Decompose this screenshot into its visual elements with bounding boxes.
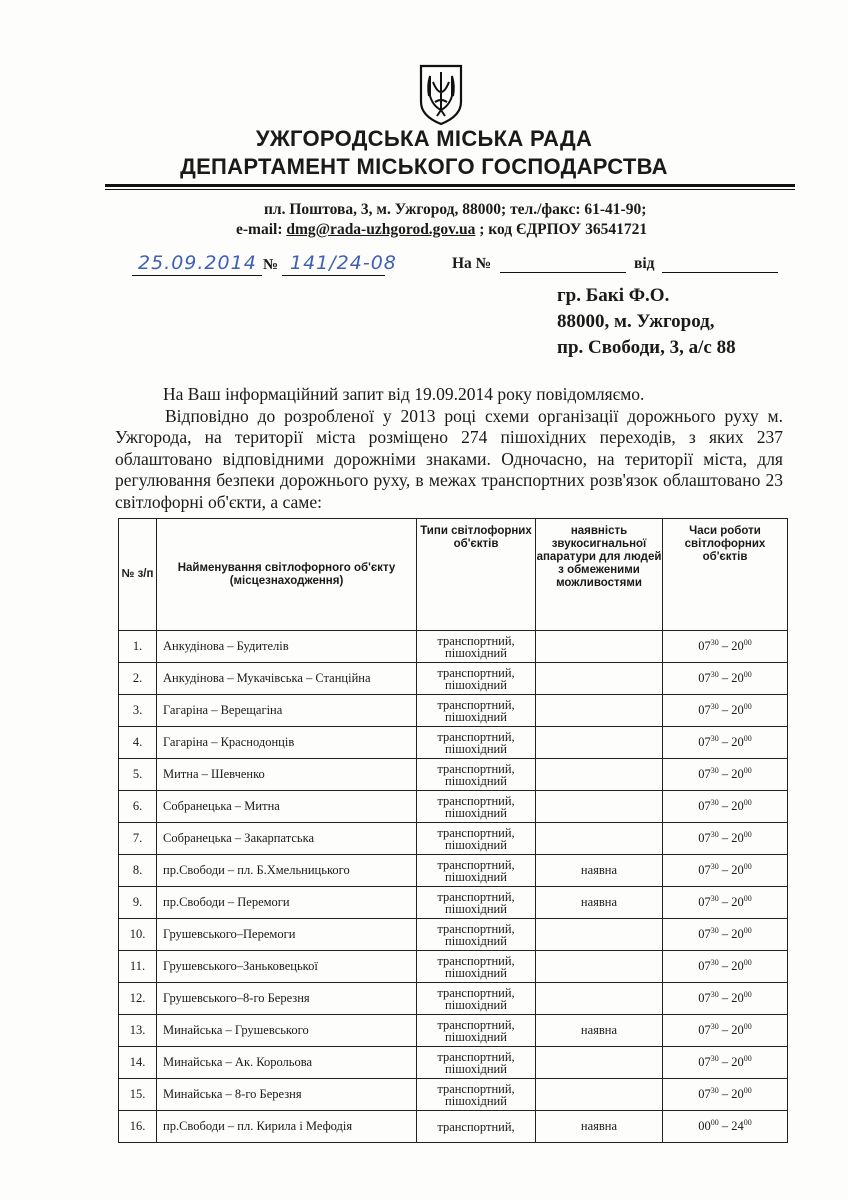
time-start-minutes: 30 xyxy=(710,734,719,744)
time-end-minutes: 00 xyxy=(743,1086,752,1096)
row-working-hours: $07^{30} - 20^{00}$ xyxy=(663,951,788,983)
row-type: транспортний, пішохідний xyxy=(417,855,536,887)
row-location: пр.Свободи – пл. Кирила і Мефодія xyxy=(157,1111,417,1143)
row-number: 1. xyxy=(119,631,157,663)
row-number: 6. xyxy=(119,791,157,823)
row-type: транспортний, пішохідний xyxy=(417,759,536,791)
table-row xyxy=(119,727,788,759)
row-type: транспортний, пішохідний xyxy=(417,983,536,1015)
time-start-minutes: 30 xyxy=(710,638,719,648)
row-number: 14. xyxy=(119,1047,157,1079)
row-location: Митна – Шевченко xyxy=(157,759,417,791)
row-location: Минайська – Грушевського xyxy=(157,1015,417,1047)
time-start-minutes: 30 xyxy=(710,894,719,904)
table-row xyxy=(119,759,788,791)
row-working-hours: $07^{30} - 20^{00}$ xyxy=(663,983,788,1015)
time-start-hour: 07 xyxy=(698,927,711,942)
time-end-hour: 20 xyxy=(731,671,744,686)
department-name: ДЕПАРТАМЕНТ МІСЬКОГО ГОСПОДАРСТВА xyxy=(180,154,668,179)
time-start-hour: 07 xyxy=(698,895,711,910)
row-type: транспортний, пішохідний xyxy=(417,1079,536,1111)
body-paragraph-1: На Ваш інформаційний запит від 19.09.2014 року повідомляємо. xyxy=(163,384,645,404)
time-start-hour: 07 xyxy=(698,735,711,750)
time-start-minutes: 30 xyxy=(710,1086,719,1096)
row-sound-equipment xyxy=(536,1079,663,1111)
time-end-hour: 20 xyxy=(731,639,744,654)
time-end-hour: 20 xyxy=(731,895,744,910)
row-sound-equipment xyxy=(536,951,663,983)
time-start-minutes: 30 xyxy=(710,990,719,1000)
row-sound-equipment xyxy=(536,759,663,791)
row-type: транспортний, пішохідний xyxy=(417,951,536,983)
trident-coat-of-arms-icon xyxy=(417,62,465,126)
registration-number-label: № xyxy=(263,257,279,273)
row-number: 8. xyxy=(119,855,157,887)
time-end-minutes: 00 xyxy=(743,638,752,648)
time-start-hour: 07 xyxy=(698,831,711,846)
row-working-hours: $07^{30} - 20^{00}$ xyxy=(663,759,788,791)
body-paragraph-2: Відповідно до розробленої у 2013 році схеми організації дорожнього руху м. Ужгорода, на території міста розміщено 274 пішохідних переходів, з яких 237 облаштовано відповідними дорожніми знаками. Одночасно, на території міста, для регулювання безпеки дорожнього руху, в межах транспортних розв'язок облаштовано 23 світлофорні об'єкти, а саме: xyxy=(115,405,783,512)
row-location: Грушевського–8-го Березня xyxy=(157,983,417,1015)
table-row xyxy=(119,1047,788,1079)
time-start-minutes: 30 xyxy=(710,798,719,808)
time-end-hour: 20 xyxy=(731,799,744,814)
time-end-minutes: 00 xyxy=(743,734,752,744)
time-end-minutes: 00 xyxy=(743,1022,752,1032)
time-start-minutes: 30 xyxy=(710,702,719,712)
row-type: транспортний, пішохідний xyxy=(417,823,536,855)
traffic-lights-table xyxy=(118,518,788,1143)
row-working-hours: $07^{30} - 20^{00}$ xyxy=(663,1079,788,1111)
table-row xyxy=(119,663,788,695)
row-sound-equipment: наявна xyxy=(536,887,663,919)
row-number: 2. xyxy=(119,663,157,695)
row-type: транспортний, пішохідний xyxy=(417,727,536,759)
row-sound-equipment xyxy=(536,983,663,1015)
table-row xyxy=(119,823,788,855)
time-start-hour: 07 xyxy=(698,959,711,974)
row-working-hours: $07^{30} - 20^{00}$ xyxy=(663,631,788,663)
time-start-hour: 07 xyxy=(698,639,711,654)
time-start-hour: 07 xyxy=(698,991,711,1006)
header-name: Найменування світлофорного об'єкту (місцезнаходження) xyxy=(157,519,417,631)
time-end-hour: 24 xyxy=(731,1119,744,1134)
row-number: 15. xyxy=(119,1079,157,1111)
time-start-minutes: 30 xyxy=(710,830,719,840)
row-working-hours: $07^{30} - 20^{00}$ xyxy=(663,695,788,727)
reply-of-blank xyxy=(662,272,778,273)
row-working-hours: $07^{30} - 20^{00}$ xyxy=(663,791,788,823)
time-end-hour: 20 xyxy=(731,703,744,718)
handwritten-registration-number: 141/24-08 xyxy=(290,252,397,274)
reply-of-label: від xyxy=(634,255,655,272)
time-end-minutes: 00 xyxy=(743,702,752,712)
time-end-minutes: 00 xyxy=(743,1054,752,1064)
time-start-hour: 07 xyxy=(698,767,711,782)
row-type: транспортний, пішохідний xyxy=(417,663,536,695)
time-end-hour: 20 xyxy=(731,831,744,846)
time-end-minutes: 00 xyxy=(743,798,752,808)
row-number: 7. xyxy=(119,823,157,855)
time-start-minutes: 30 xyxy=(710,1022,719,1032)
row-working-hours: $07^{30} - 20^{00}$ xyxy=(663,727,788,759)
postal-address: пл. Поштова, 3, м. Ужгород, 88000; тел./факс: 61-41-90; xyxy=(264,201,647,218)
row-type: транспортний, xyxy=(417,1111,536,1143)
row-type: транспортний, пішохідний xyxy=(417,887,536,919)
time-end-minutes: 00 xyxy=(743,670,752,680)
row-location: Анкудінова – Будителів xyxy=(157,631,417,663)
time-start-hour: 07 xyxy=(698,799,711,814)
row-type: транспортний, пішохідний xyxy=(417,1047,536,1079)
number-underline xyxy=(282,275,385,276)
row-location: Грушевського–Перемоги xyxy=(157,919,417,951)
row-sound-equipment xyxy=(536,727,663,759)
row-location: пр.Свободи – Перемоги xyxy=(157,887,417,919)
time-end-hour: 20 xyxy=(731,959,744,974)
time-start-minutes: 30 xyxy=(710,766,719,776)
row-location: Минайська – Ак. Корольова xyxy=(157,1047,417,1079)
row-number: 5. xyxy=(119,759,157,791)
row-type: транспортний, пішохідний xyxy=(417,919,536,951)
time-end-hour: 20 xyxy=(731,735,744,750)
row-location: пр.Свободи – пл. Б.Хмельницького xyxy=(157,855,417,887)
time-start-hour: 07 xyxy=(698,1023,711,1038)
row-location: Анкудінова – Мукачівська – Станційна xyxy=(157,663,417,695)
row-sound-equipment: наявна xyxy=(536,1111,663,1143)
row-sound-equipment xyxy=(536,1047,663,1079)
row-sound-equipment: наявна xyxy=(536,855,663,887)
row-type: транспортний, пішохідний xyxy=(417,791,536,823)
time-start-hour: 07 xyxy=(698,671,711,686)
row-location: Собранецька – Закарпатська xyxy=(157,823,417,855)
time-end-hour: 20 xyxy=(731,1055,744,1070)
table-row xyxy=(119,791,788,823)
recipient-address: пр. Свободи, 3, а/с 88 xyxy=(557,337,736,358)
table-row xyxy=(119,887,788,919)
email-link[interactable]: dmg@rada-uzhgorod.gov.ua xyxy=(286,221,476,238)
row-sound-equipment xyxy=(536,631,663,663)
row-working-hours: $07^{30} - 20^{00}$ xyxy=(663,1047,788,1079)
contact-line xyxy=(236,220,784,240)
time-end-minutes: 00 xyxy=(743,958,752,968)
table-row xyxy=(119,919,788,951)
time-end-hour: 20 xyxy=(731,991,744,1006)
header-time: Часи роботи світлофорних об'єктів xyxy=(663,519,788,631)
time-end-minutes: 00 xyxy=(743,830,752,840)
row-type: транспортний, пішохідний xyxy=(417,1015,536,1047)
handwritten-date: 25.09.2014 xyxy=(138,252,257,274)
table-row xyxy=(119,1079,788,1111)
row-working-hours: $07^{30} - 20^{00}$ xyxy=(663,887,788,919)
time-end-minutes: 00 xyxy=(743,766,752,776)
table-row xyxy=(119,983,788,1015)
row-number: 12. xyxy=(119,983,157,1015)
address-block xyxy=(236,200,784,240)
time-start-minutes: 30 xyxy=(710,958,719,968)
time-start-hour: 07 xyxy=(698,703,711,718)
time-end-hour: 20 xyxy=(731,927,744,942)
row-sound-equipment xyxy=(536,919,663,951)
row-sound-equipment xyxy=(536,695,663,727)
row-sound-equipment xyxy=(536,663,663,695)
time-end-hour: 20 xyxy=(731,1087,744,1102)
row-sound-equipment xyxy=(536,791,663,823)
row-location: Гагаріна – Верещагіна xyxy=(157,695,417,727)
recipient-block xyxy=(557,283,736,361)
edrpou-code: ; код ЄДРПОУ 36541721 xyxy=(475,221,648,238)
time-end-minutes: 00 xyxy=(743,926,752,936)
row-number: 13. xyxy=(119,1015,157,1047)
table-row xyxy=(119,1111,788,1143)
row-working-hours: $07^{30} - 20^{00}$ xyxy=(663,919,788,951)
time-end-hour: 20 xyxy=(731,863,744,878)
row-location: Гагаріна – Краснодонців xyxy=(157,727,417,759)
row-number: 10. xyxy=(119,919,157,951)
time-end-hour: 20 xyxy=(731,767,744,782)
header-number: № з/п xyxy=(119,519,157,631)
row-location: Собранецька – Митна xyxy=(157,791,417,823)
row-number: 4. xyxy=(119,727,157,759)
row-working-hours: $00^{00} - 24^{00}$ xyxy=(663,1111,788,1143)
table-row xyxy=(119,855,788,887)
time-start-hour: 07 xyxy=(698,863,711,878)
row-sound-equipment xyxy=(536,823,663,855)
reply-to-blank xyxy=(500,272,626,273)
header-divider-thick xyxy=(105,184,795,187)
time-start-minutes: 30 xyxy=(710,926,719,936)
organization-name: УЖГОРОДСЬКА МІСЬКА РАДА xyxy=(255,126,593,151)
header-type: Типи світлофорних об'єктів xyxy=(417,519,536,631)
letter-body xyxy=(115,384,783,513)
recipient-city: 88000, м. Ужгород, xyxy=(557,311,715,332)
table-row xyxy=(119,695,788,727)
date-underline xyxy=(132,275,262,276)
row-working-hours: $07^{30} - 20^{00}$ xyxy=(663,1015,788,1047)
time-start-hour: 07 xyxy=(698,1055,711,1070)
time-start-minutes: 30 xyxy=(710,1054,719,1064)
header-sound: наявність звукосигнальної апаратури для людей з обмеженими можливостями xyxy=(536,519,663,631)
table-row xyxy=(119,1015,788,1047)
header-divider-thin xyxy=(105,189,795,190)
time-start-minutes: 00 xyxy=(710,1118,719,1128)
table-header-row xyxy=(119,519,788,631)
time-end-minutes: 00 xyxy=(743,862,752,872)
row-sound-equipment: наявна xyxy=(536,1015,663,1047)
table-row xyxy=(119,951,788,983)
table-row xyxy=(119,631,788,663)
time-start-hour: 07 xyxy=(698,1087,711,1102)
time-end-minutes: 00 xyxy=(743,1118,752,1128)
row-working-hours: $07^{30} - 20^{00}$ xyxy=(663,663,788,695)
row-number: 11. xyxy=(119,951,157,983)
time-end-minutes: 00 xyxy=(743,894,752,904)
time-start-hour: 00 xyxy=(698,1119,711,1134)
row-type: транспортний, пішохідний xyxy=(417,631,536,663)
reply-to-label: На № xyxy=(452,255,492,272)
row-location: Грушевського–Заньковецької xyxy=(157,951,417,983)
row-location: Минайська – 8-го Березня xyxy=(157,1079,417,1111)
time-start-minutes: 30 xyxy=(710,670,719,680)
email-label: e-mail: xyxy=(236,221,283,238)
time-end-minutes: 00 xyxy=(743,990,752,1000)
row-working-hours: $07^{30} - 20^{00}$ xyxy=(663,823,788,855)
table-body xyxy=(119,631,788,1143)
time-start-minutes: 30 xyxy=(710,862,719,872)
recipient-name: гр. Бакі Ф.О. xyxy=(557,285,670,306)
row-working-hours: $07^{30} - 20^{00}$ xyxy=(663,855,788,887)
time-end-hour: 20 xyxy=(731,1023,744,1038)
row-number: 9. xyxy=(119,887,157,919)
row-type: транспортний, пішохідний xyxy=(417,695,536,727)
row-number: 3. xyxy=(119,695,157,727)
row-number: 16. xyxy=(119,1111,157,1143)
